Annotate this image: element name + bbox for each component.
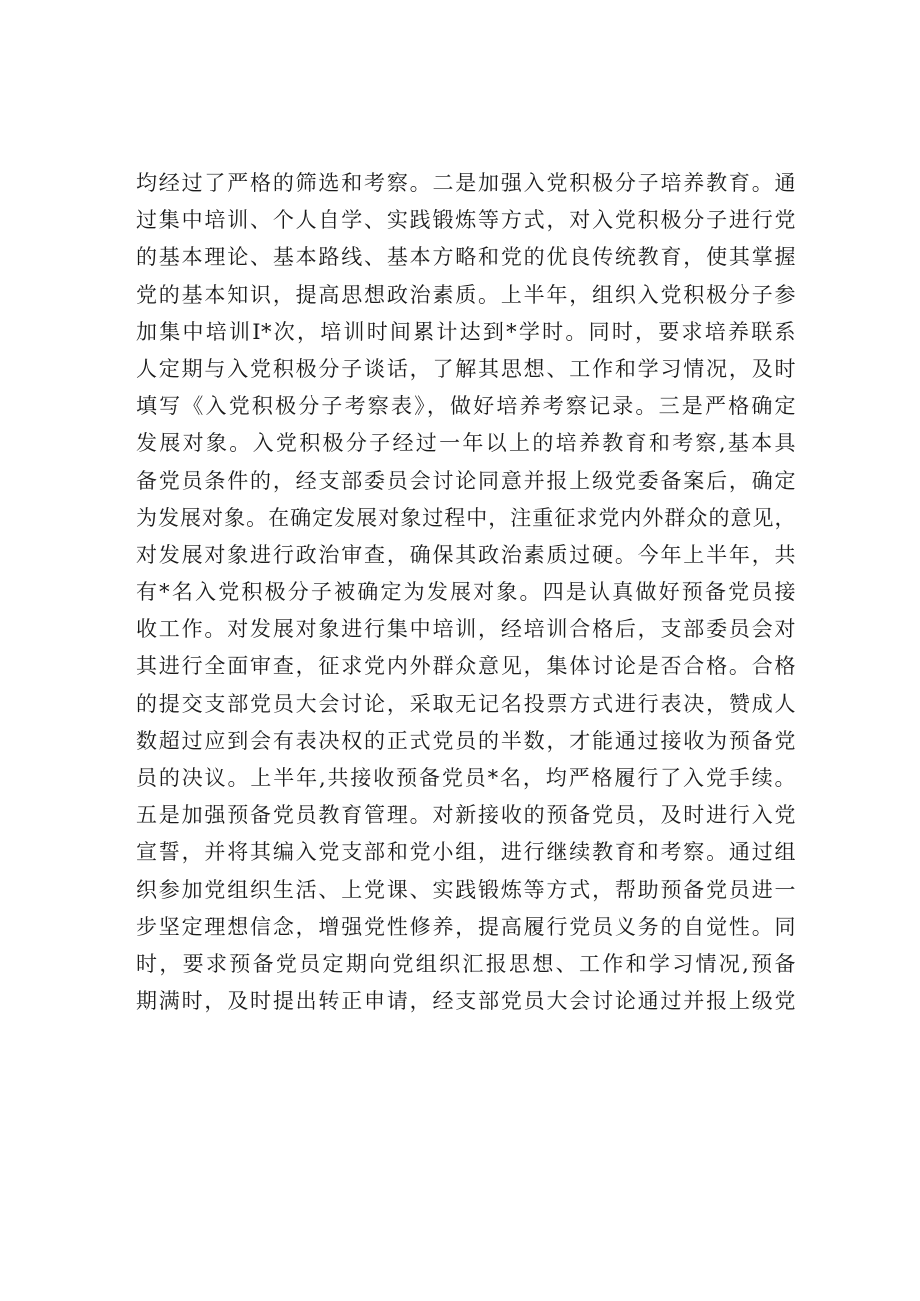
text-line: 宣誓，并将其编入党支部和党小组，进行继续教育和考察。通过组 (136, 840, 796, 865)
text-line: 对发展对象进行政治审查，确保其政治素质过硬。今年上半年，共 (136, 542, 796, 567)
text-line: 其进行全面审查，征求党内外群众意见，集体讨论是否合格。合格 (136, 654, 796, 679)
text-line: 数超过应到会有表决权的正式党员的半数，才能通过接收为预备党 (136, 728, 796, 753)
text-line: 的基本理论、基本路线、基本方略和党的优良传统教育，使其掌握 (136, 245, 796, 270)
text-line: 人定期与入党积极分子谈话，了解其思想、工作和学习情况，及时 (136, 356, 796, 381)
text-line: 时，要求预备党员定期向党组织汇报思想、工作和学习情况,预备 (136, 951, 796, 976)
text-line: 织参加党组织生活、上党课、实践锻炼等方式，帮助预备党员进一 (136, 877, 796, 902)
text-line: 均经过了严格的筛选和考察。二是加强入党积极分子培养教育。通 (136, 171, 796, 195)
text-line: 有*名入党积极分子被确定为发展对象。四是认真做好预备党员接 (136, 580, 796, 605)
text-line: 期满时，及时提出转正申请，经支部党员大会讨论通过并报上级党 (136, 989, 796, 1014)
text-line: 党的基本知识，提高思想政治素质。上半年，组织入党积极分子参 (136, 282, 796, 307)
text-line: 五是加强预备党员教育管理。对新接收的预备党员，及时进行入党 (136, 803, 796, 828)
text-line: 步坚定理想信念，增强党性修养，提高履行党员义务的自觉性。同 (136, 914, 796, 939)
text-line: 收工作。对发展对象进行集中培训，经培训合格后，支部委员会对 (136, 617, 796, 642)
body-paragraph (136, 165, 796, 1020)
text-line: 员的决议。上半年,共接收预备党员*名，均严格履行了入党手续。 (136, 766, 796, 790)
text-line: 加集中培训I*次，培训时间累计达到*学时。同时，要求培养联系 (136, 319, 796, 344)
text-line: 为发展对象。在确定发展对象过程中，注重征求党内外群众的意见， (136, 505, 796, 530)
text-line: 的提交支部党员大会讨论，采取无记名投票方式进行表决，赞成人 (136, 691, 796, 716)
text-line: 发展对象。入党积极分子经过一年以上的培养教育和考察,基本具 (136, 431, 796, 456)
text-line: 过集中培训、个人自学、实践锻炼等方式，对入党积极分子进行党 (136, 208, 796, 233)
text-line: 填写《入党积极分子考察表》，做好培养考察记录。三是严格确定 (136, 394, 796, 419)
text-line: 备党员条件的，经支部委员会讨论同意并报上级党委备案后，确定 (136, 468, 796, 493)
